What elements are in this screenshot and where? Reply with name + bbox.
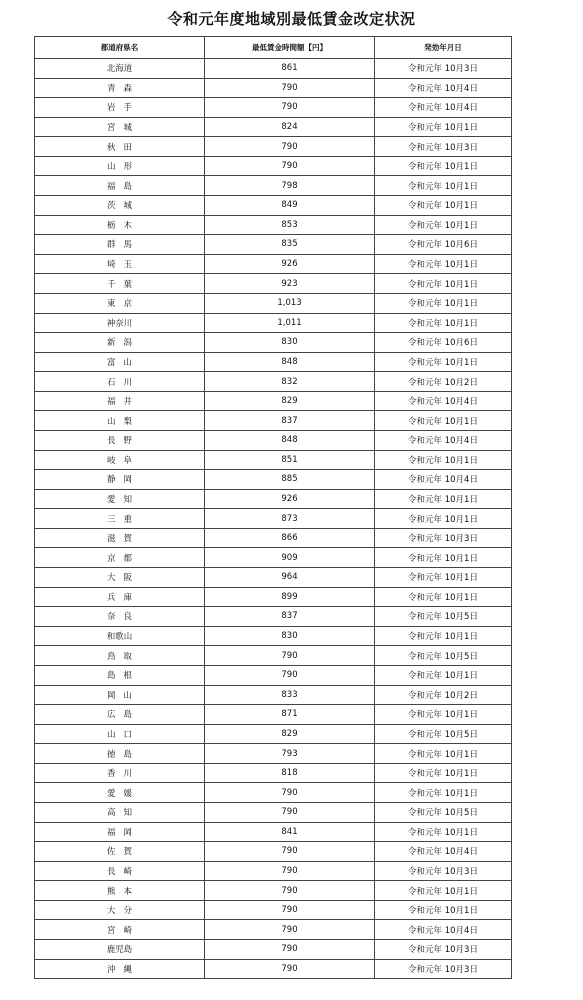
- prefecture-cell: 富山: [35, 352, 205, 372]
- column-header-prefecture: 都道府県名: [35, 37, 205, 59]
- table-row: [35, 333, 512, 353]
- table-row: [35, 509, 512, 529]
- prefecture-cell: 鳥取: [35, 646, 205, 666]
- prefecture-cell: 栃木: [35, 215, 205, 235]
- prefecture-cell: 兵庫: [35, 587, 205, 607]
- prefecture-cell: 三重: [35, 509, 205, 529]
- prefecture-cell: 新潟: [35, 333, 205, 353]
- prefecture-cell: 山形: [35, 156, 205, 176]
- table-row: [35, 176, 512, 196]
- effective-date-cell: 令和元年 10月5日: [375, 724, 512, 744]
- prefecture-cell: 東京: [35, 293, 205, 313]
- wage-cell: 830: [205, 333, 375, 353]
- effective-date-cell: 令和元年 10月1日: [375, 744, 512, 764]
- table-row: [35, 940, 512, 960]
- wage-cell: 790: [205, 900, 375, 920]
- prefecture-cell: 静岡: [35, 470, 205, 490]
- prefecture-cell: 徳島: [35, 744, 205, 764]
- prefecture-cell: 山梨: [35, 411, 205, 431]
- effective-date-cell: 令和元年 10月3日: [375, 959, 512, 979]
- prefecture-cell: 山口: [35, 724, 205, 744]
- prefecture-cell: 愛知: [35, 489, 205, 509]
- wage-cell: 853: [205, 215, 375, 235]
- table-row: [35, 646, 512, 666]
- prefecture-cell: 福島: [35, 176, 205, 196]
- wage-cell: 790: [205, 881, 375, 901]
- table-row: [35, 861, 512, 881]
- wage-cell: 841: [205, 822, 375, 842]
- prefecture-cell: 青森: [35, 78, 205, 98]
- wage-cell: 835: [205, 235, 375, 255]
- effective-date-cell: 令和元年 10月1日: [375, 783, 512, 803]
- prefecture-cell: 大阪: [35, 568, 205, 588]
- table-row: [35, 98, 512, 118]
- wage-cell: 830: [205, 626, 375, 646]
- prefecture-cell: 福岡: [35, 822, 205, 842]
- table-row: [35, 744, 512, 764]
- wage-cell: 851: [205, 450, 375, 470]
- prefecture-cell: 鹿児島: [35, 940, 205, 960]
- wage-cell: 790: [205, 861, 375, 881]
- effective-date-cell: 令和元年 10月1日: [375, 156, 512, 176]
- prefecture-cell: 京都: [35, 548, 205, 568]
- wage-cell: 923: [205, 274, 375, 294]
- effective-date-cell: 令和元年 10月1日: [375, 352, 512, 372]
- table-row: [35, 470, 512, 490]
- prefecture-cell: 香川: [35, 763, 205, 783]
- column-header-effective-date: 発効年月日: [375, 37, 512, 59]
- page-title: 令和元年度地域別最低賃金改定状況: [167, 10, 416, 28]
- prefecture-cell: 宮崎: [35, 920, 205, 940]
- table-row: [35, 430, 512, 450]
- prefecture-cell: 佐賀: [35, 842, 205, 862]
- wage-cell: 818: [205, 763, 375, 783]
- effective-date-cell: 令和元年 10月1日: [375, 763, 512, 783]
- wage-cell: 790: [205, 940, 375, 960]
- table-body: [35, 59, 512, 979]
- effective-date-cell: 令和元年 10月1日: [375, 176, 512, 196]
- table-row: [35, 802, 512, 822]
- prefecture-cell: 福井: [35, 391, 205, 411]
- effective-date-cell: 令和元年 10月1日: [375, 665, 512, 685]
- effective-date-cell: 令和元年 10月1日: [375, 489, 512, 509]
- table-row: [35, 117, 512, 137]
- prefecture-cell: 神奈川: [35, 313, 205, 333]
- effective-date-cell: 令和元年 10月4日: [375, 98, 512, 118]
- table-row: [35, 783, 512, 803]
- prefecture-cell: 岡山: [35, 685, 205, 705]
- effective-date-cell: 令和元年 10月3日: [375, 137, 512, 157]
- prefecture-cell: 千葉: [35, 274, 205, 294]
- effective-date-cell: 令和元年 10月1日: [375, 293, 512, 313]
- effective-date-cell: 令和元年 10月4日: [375, 391, 512, 411]
- effective-date-cell: 令和元年 10月4日: [375, 470, 512, 490]
- table-row: [35, 372, 512, 392]
- prefecture-cell: 秋田: [35, 137, 205, 157]
- table-row: [35, 352, 512, 372]
- effective-date-cell: 令和元年 10月4日: [375, 430, 512, 450]
- prefecture-cell: 宮城: [35, 117, 205, 137]
- wage-cell: 926: [205, 254, 375, 274]
- table-row: [35, 587, 512, 607]
- wage-cell: 790: [205, 842, 375, 862]
- effective-date-cell: 令和元年 10月5日: [375, 802, 512, 822]
- table-row: [35, 450, 512, 470]
- table-row: [35, 528, 512, 548]
- prefecture-cell: 茨城: [35, 196, 205, 216]
- prefecture-cell: 島根: [35, 665, 205, 685]
- table-row: [35, 763, 512, 783]
- wage-cell: 790: [205, 665, 375, 685]
- prefecture-cell: 岩手: [35, 98, 205, 118]
- prefecture-cell: 北海道: [35, 59, 205, 79]
- effective-date-cell: 令和元年 10月1日: [375, 450, 512, 470]
- table-row: [35, 274, 512, 294]
- effective-date-cell: 令和元年 10月1日: [375, 117, 512, 137]
- wage-cell: 790: [205, 137, 375, 157]
- table-row: [35, 411, 512, 431]
- prefecture-cell: 滋賀: [35, 528, 205, 548]
- wage-cell: 798: [205, 176, 375, 196]
- column-header-wage: 最低賃金時間額【円】: [205, 37, 375, 59]
- wage-cell: 790: [205, 98, 375, 118]
- wage-cell: 829: [205, 724, 375, 744]
- table-header-row: [35, 37, 512, 59]
- effective-date-cell: 令和元年 10月5日: [375, 646, 512, 666]
- wage-cell: 909: [205, 548, 375, 568]
- table-row: [35, 881, 512, 901]
- effective-date-cell: 令和元年 10月4日: [375, 842, 512, 862]
- effective-date-cell: 令和元年 10月2日: [375, 372, 512, 392]
- prefecture-cell: 沖縄: [35, 959, 205, 979]
- effective-date-cell: 令和元年 10月1日: [375, 313, 512, 333]
- effective-date-cell: 令和元年 10月1日: [375, 568, 512, 588]
- effective-date-cell: 令和元年 10月6日: [375, 333, 512, 353]
- wage-cell: 837: [205, 411, 375, 431]
- wage-cell: 824: [205, 117, 375, 137]
- wage-cell: 848: [205, 430, 375, 450]
- prefecture-cell: 愛媛: [35, 783, 205, 803]
- table-row: [35, 568, 512, 588]
- table-row: [35, 254, 512, 274]
- prefecture-cell: 広島: [35, 705, 205, 725]
- effective-date-cell: 令和元年 10月4日: [375, 920, 512, 940]
- effective-date-cell: 令和元年 10月1日: [375, 411, 512, 431]
- table-row: [35, 548, 512, 568]
- table-row: [35, 920, 512, 940]
- prefecture-cell: 和歌山: [35, 626, 205, 646]
- wage-cell: 790: [205, 646, 375, 666]
- effective-date-cell: 令和元年 10月1日: [375, 900, 512, 920]
- table-row: [35, 685, 512, 705]
- minimum-wage-table: [34, 36, 512, 979]
- wage-cell: 790: [205, 783, 375, 803]
- table-row: [35, 900, 512, 920]
- table-row: [35, 822, 512, 842]
- wage-cell: 790: [205, 920, 375, 940]
- wage-cell: 790: [205, 959, 375, 979]
- effective-date-cell: 令和元年 10月1日: [375, 705, 512, 725]
- wage-cell: 829: [205, 391, 375, 411]
- table-row: [35, 842, 512, 862]
- effective-date-cell: 令和元年 10月5日: [375, 607, 512, 627]
- wage-cell: 793: [205, 744, 375, 764]
- wage-cell: 926: [205, 489, 375, 509]
- table-row: [35, 665, 512, 685]
- prefecture-cell: 奈良: [35, 607, 205, 627]
- table-row: [35, 59, 512, 79]
- table-row: [35, 235, 512, 255]
- table-row: [35, 196, 512, 216]
- prefecture-cell: 埼玉: [35, 254, 205, 274]
- table-row: [35, 78, 512, 98]
- wage-cell: 964: [205, 568, 375, 588]
- table-row: [35, 137, 512, 157]
- prefecture-cell: 群馬: [35, 235, 205, 255]
- effective-date-cell: 令和元年 10月1日: [375, 196, 512, 216]
- prefecture-cell: 岐阜: [35, 450, 205, 470]
- wage-cell: 849: [205, 196, 375, 216]
- wage-cell: 861: [205, 59, 375, 79]
- wage-cell: 832: [205, 372, 375, 392]
- table-row: [35, 626, 512, 646]
- wage-cell: 873: [205, 509, 375, 529]
- effective-date-cell: 令和元年 10月3日: [375, 59, 512, 79]
- prefecture-cell: 大分: [35, 900, 205, 920]
- wage-cell: 871: [205, 705, 375, 725]
- prefecture-cell: 長野: [35, 430, 205, 450]
- wage-cell: 899: [205, 587, 375, 607]
- effective-date-cell: 令和元年 10月1日: [375, 509, 512, 529]
- effective-date-cell: 令和元年 10月1日: [375, 215, 512, 235]
- effective-date-cell: 令和元年 10月1日: [375, 548, 512, 568]
- effective-date-cell: 令和元年 10月3日: [375, 528, 512, 548]
- table-row: [35, 293, 512, 313]
- table-row: [35, 724, 512, 744]
- effective-date-cell: 令和元年 10月1日: [375, 254, 512, 274]
- table-row: [35, 705, 512, 725]
- effective-date-cell: 令和元年 10月2日: [375, 685, 512, 705]
- wage-cell: 885: [205, 470, 375, 490]
- effective-date-cell: 令和元年 10月6日: [375, 235, 512, 255]
- prefecture-cell: 石川: [35, 372, 205, 392]
- prefecture-cell: 高知: [35, 802, 205, 822]
- table-row: [35, 391, 512, 411]
- wage-cell: 1,011: [205, 313, 375, 333]
- wage-cell: 833: [205, 685, 375, 705]
- table-row: [35, 959, 512, 979]
- effective-date-cell: 令和元年 10月1日: [375, 626, 512, 646]
- wage-cell: 837: [205, 607, 375, 627]
- prefecture-cell: 長崎: [35, 861, 205, 881]
- effective-date-cell: 令和元年 10月3日: [375, 861, 512, 881]
- wage-cell: 848: [205, 352, 375, 372]
- effective-date-cell: 令和元年 10月1日: [375, 274, 512, 294]
- effective-date-cell: 令和元年 10月1日: [375, 822, 512, 842]
- wage-cell: 1,013: [205, 293, 375, 313]
- wage-cell: 790: [205, 802, 375, 822]
- effective-date-cell: 令和元年 10月1日: [375, 881, 512, 901]
- wage-cell: 790: [205, 156, 375, 176]
- table-row: [35, 489, 512, 509]
- effective-date-cell: 令和元年 10月4日: [375, 78, 512, 98]
- table-row: [35, 156, 512, 176]
- effective-date-cell: 令和元年 10月3日: [375, 940, 512, 960]
- prefecture-cell: 熊本: [35, 881, 205, 901]
- table-row: [35, 607, 512, 627]
- effective-date-cell: 令和元年 10月1日: [375, 587, 512, 607]
- table-row: [35, 313, 512, 333]
- table-row: [35, 215, 512, 235]
- wage-cell: 866: [205, 528, 375, 548]
- wage-cell: 790: [205, 78, 375, 98]
